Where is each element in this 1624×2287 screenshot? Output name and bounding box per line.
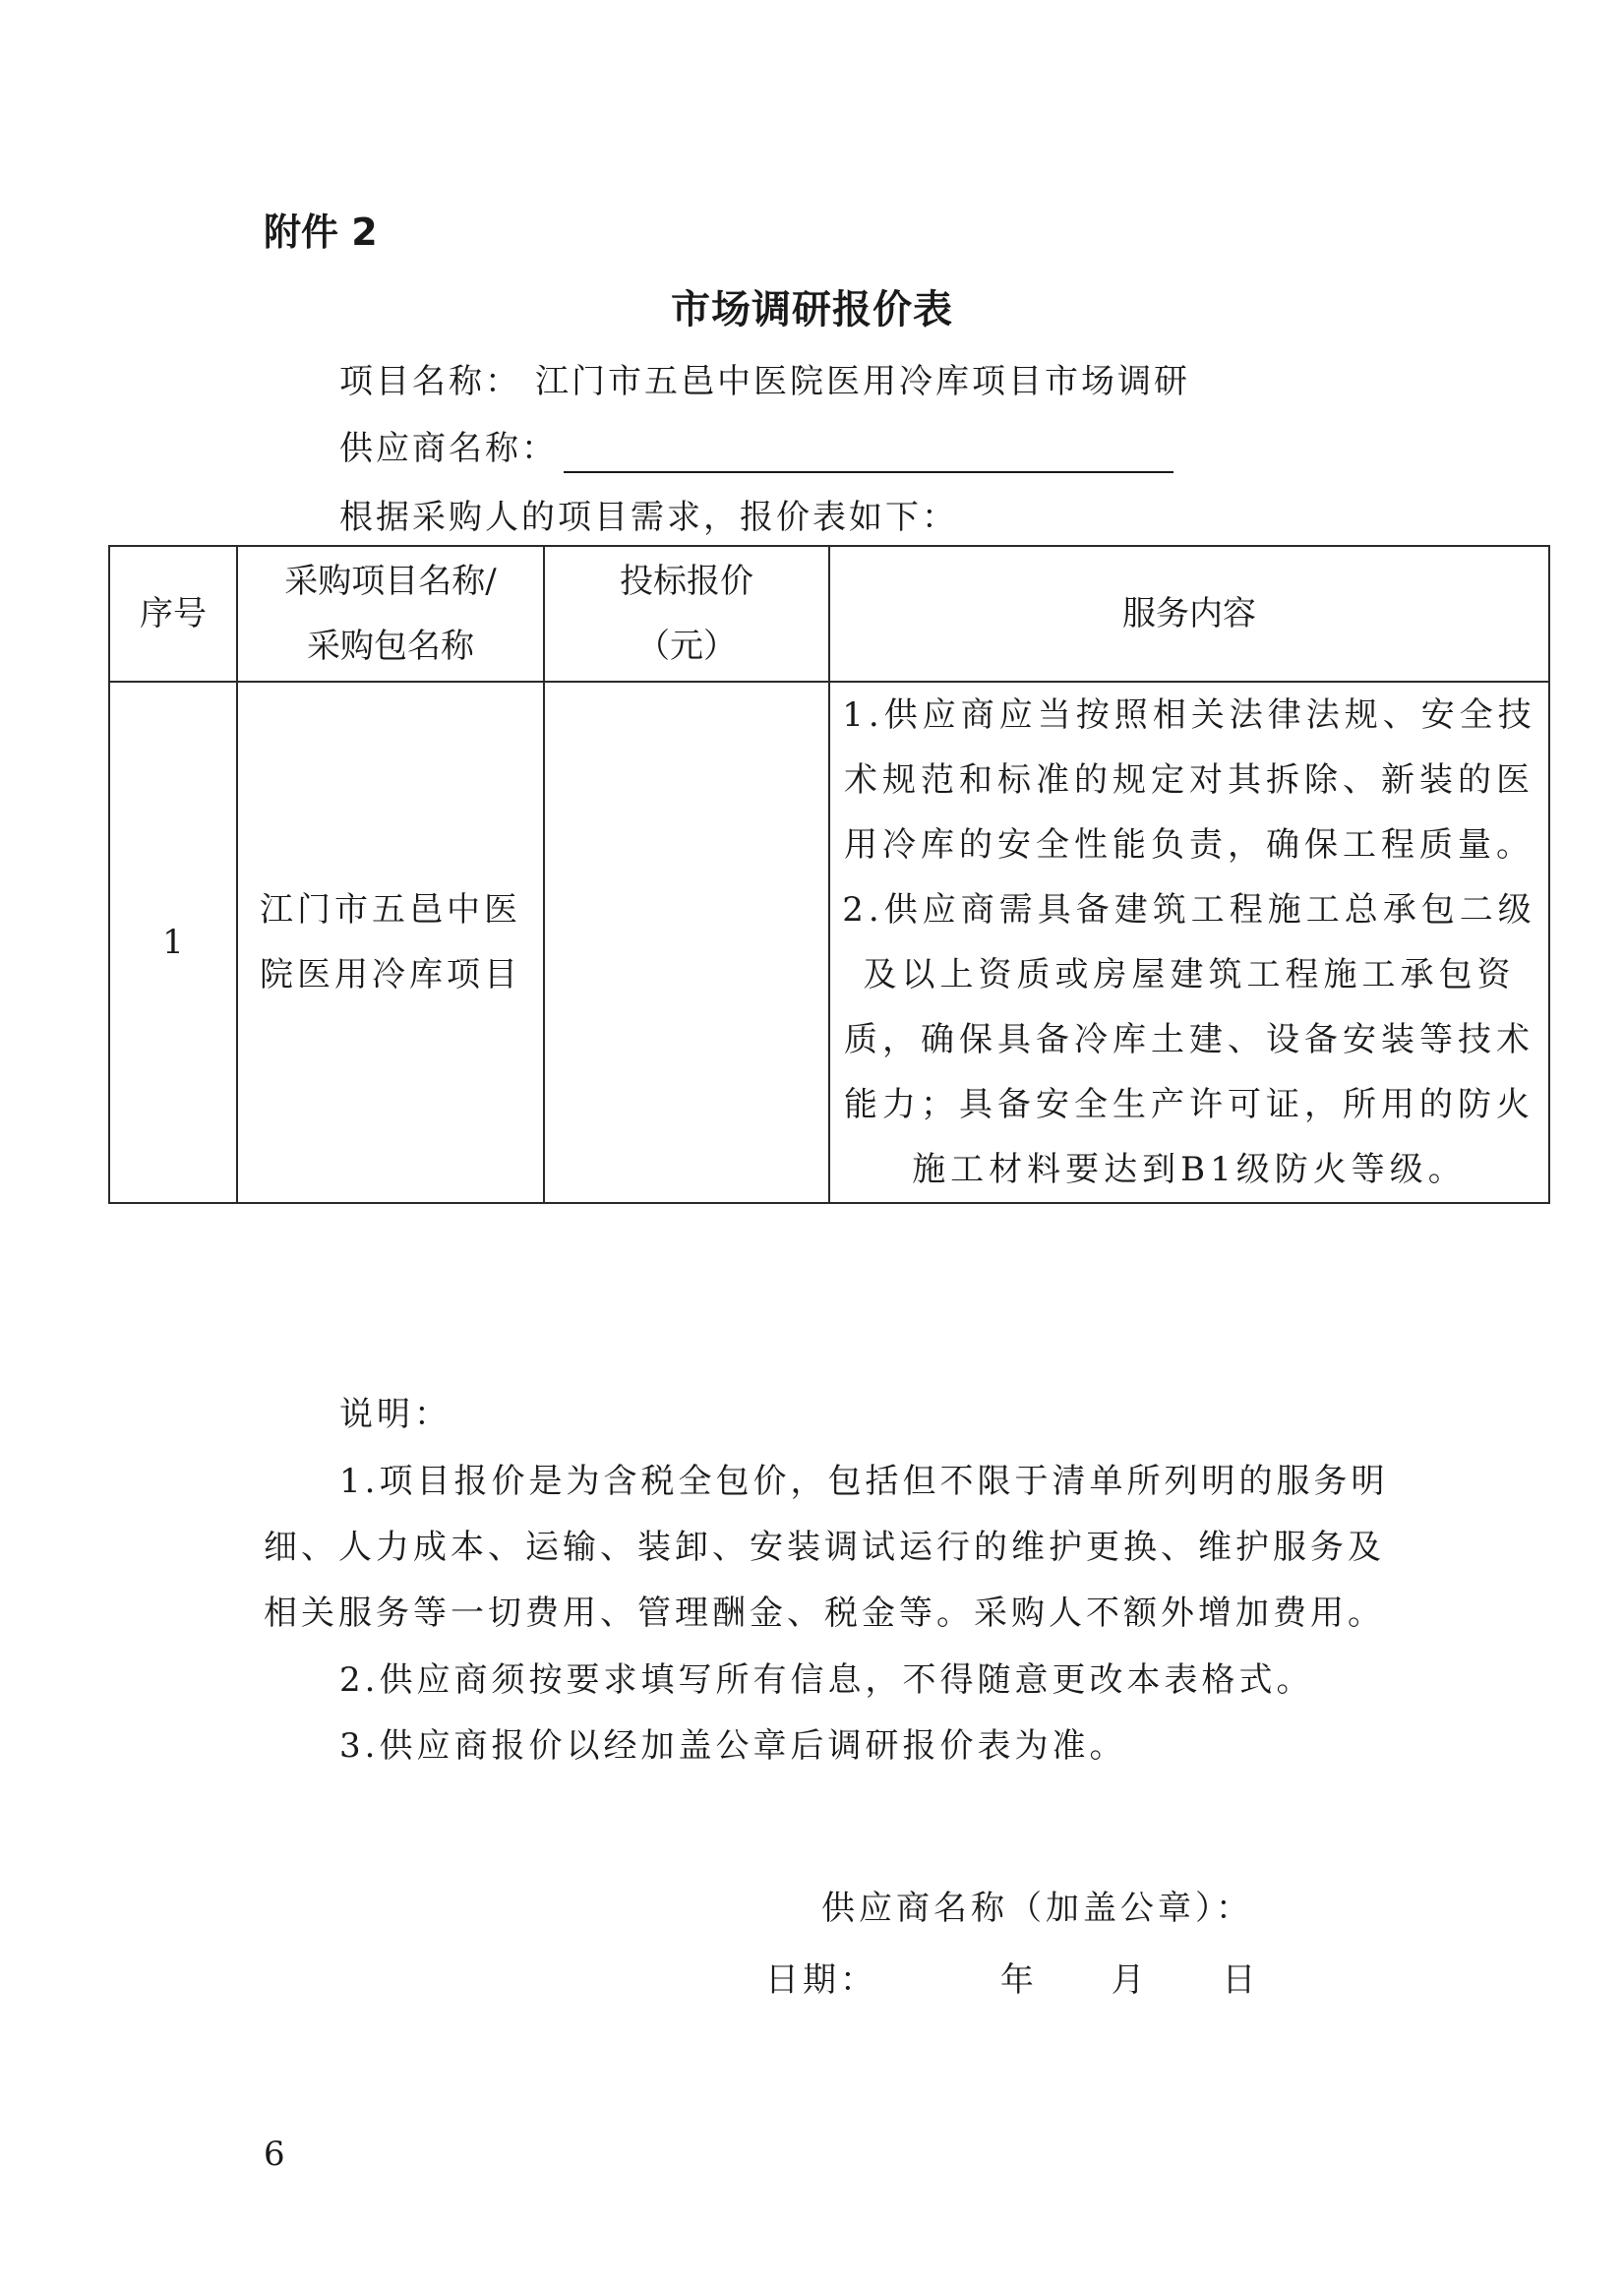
date-day: 日	[1222, 1960, 1260, 2000]
table-header-row	[109, 546, 1549, 682]
date-label: 日期：	[765, 1960, 877, 2000]
supplier-name-blank[interactable]	[564, 471, 1173, 473]
row-service-content-cell	[829, 682, 1549, 1203]
service-line: 术规范和标准的规定对其拆除、新装的医	[844, 760, 1534, 800]
service-line: 施工材料要达到B1级防火等级。	[912, 1150, 1467, 1189]
intro-text: 根据采购人的项目需求，报价表如下：	[339, 498, 958, 537]
supplier-name-label: 供应商名称：	[339, 429, 558, 468]
note-item-1-line2: 细、人力成本、运输、装卸、安装调试运行的维护更换、维护服务及	[264, 1528, 1385, 1567]
quote-table	[108, 545, 1550, 1204]
note-item-1-line3: 相关服务等一切费用、管理酬金、税金等。采购人不额外增加费用。	[264, 1594, 1385, 1633]
row-seq-cell: 1	[109, 682, 237, 1203]
header-item-name-line2: 采购包名称	[307, 627, 474, 666]
signature-supplier-label: 供应商名称（加盖公章）：	[821, 1889, 1253, 1928]
date-month: 月	[1111, 1960, 1149, 2000]
header-bid-price	[544, 546, 829, 682]
header-item-name-line1: 采购项目名称/	[284, 562, 497, 601]
header-bid-price-line2: （元）	[636, 627, 737, 666]
header-seq: 序号	[109, 546, 237, 682]
row-item-name-cell	[237, 682, 544, 1203]
note-item-2: 2.供应商须按要求填写所有信息，不得随意更改本表格式。	[339, 1660, 1314, 1700]
table-row	[109, 682, 1549, 1203]
page-number: 6	[264, 2135, 285, 2174]
project-name-label: 项目名称：	[339, 362, 521, 401]
supplier-name-line	[339, 421, 1173, 473]
service-line: 质，确保具备冷库土建、设备安装等技术	[844, 1020, 1534, 1059]
service-line: 能力；具备安全生产许可证，所用的防火	[844, 1085, 1534, 1124]
date-year: 年	[999, 1960, 1038, 2000]
document-title: 市场调研报价表	[671, 287, 953, 332]
service-line: 1.供应商应当按照相关法律法规、安全技	[842, 695, 1536, 735]
signature-date-line	[765, 1953, 1259, 2001]
project-name-line	[339, 354, 1190, 402]
note-item-3: 3.供应商报价以经加盖公章后调研报价表为准。	[339, 1726, 1127, 1766]
note-item-1-line1: 1.项目报价是为含税全包价，包括但不限于清单所列明的服务明	[339, 1462, 1389, 1501]
header-item-name	[237, 546, 544, 682]
service-line: 及以上资质或房屋建筑工程施工承包资	[863, 955, 1516, 994]
row-item-name-line2: 院医用冷库项目	[260, 955, 521, 994]
service-line: 用冷库的安全性能负责，确保工程质量。	[844, 825, 1534, 865]
row-bid-price-cell[interactable]	[544, 682, 829, 1203]
notes-title: 说明：	[339, 1395, 451, 1434]
project-name-value: 江门市五邑中医院医用冷库项目市场调研	[535, 362, 1190, 401]
header-bid-price-line1: 投标报价	[620, 562, 753, 601]
service-line: 2.供应商需具备建筑工程施工总承包二级	[842, 890, 1536, 930]
header-service-content: 服务内容	[829, 546, 1549, 682]
row-item-name-line1: 江门市五邑中医	[260, 890, 521, 930]
attachment-label: 附件 2	[264, 211, 378, 254]
